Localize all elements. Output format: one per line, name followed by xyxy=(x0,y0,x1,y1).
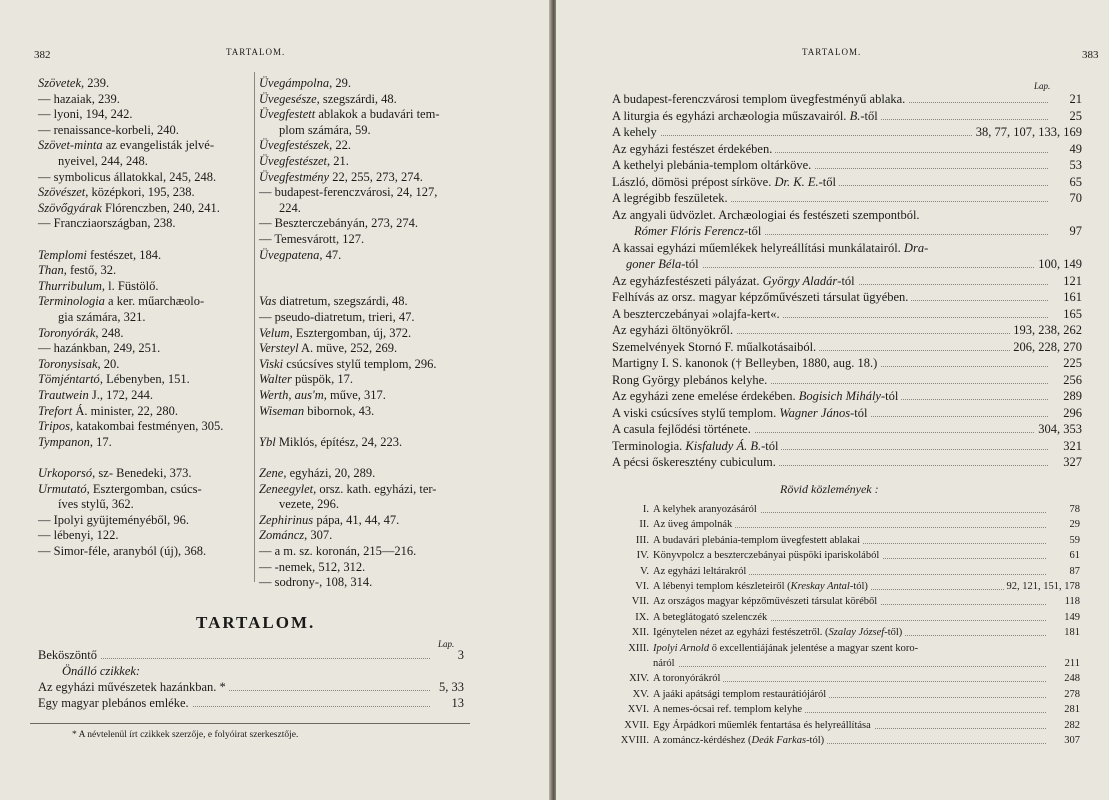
toc-entry-title: Az egyházfestészeti pályázat. György Aladár-tól xyxy=(612,274,858,289)
toc-page: 97 xyxy=(1067,224,1083,239)
left-running-head: TARTALOM. xyxy=(226,47,286,57)
toc-entry-title: László, dömösi prépost sírköve. Dr. K. E.-től xyxy=(612,175,839,190)
index-entry: Trefort Á. minister, 22, 280. xyxy=(38,403,179,418)
index-entry: Szövészet, középkori, 195, 238. xyxy=(38,185,195,200)
toc-row xyxy=(612,323,1082,338)
toc-entry-title: Az angyali üdvözlet. Archæologiai és festészeti szempontból. xyxy=(612,208,923,223)
index-entry: — pseudo-diatretum, trieri, 47. xyxy=(259,310,415,324)
short-notice-row xyxy=(615,625,1080,640)
short-notice-page: 248 xyxy=(1061,671,1080,686)
short-notice-text: A beteglátogató szelenczék xyxy=(653,611,768,623)
toc-entry-title: Szemelvények Stornó F. műalkotásaiból. xyxy=(612,340,819,355)
short-notice-text: Ipolyi Arnold ő excellentiájának jelentése a magyar szent koro- xyxy=(653,642,919,654)
index-entry: — Simor-féle, aranyból (új), 368. xyxy=(38,544,207,558)
toc-entry-title: A pécsi őskeresztény cubiculum. xyxy=(612,455,779,470)
toc-page: 53 xyxy=(1067,158,1083,173)
short-notice-title xyxy=(615,579,871,594)
index-entry: — budapest-ferenczvárosi, 24, 127, xyxy=(259,185,438,200)
short-notice-row xyxy=(615,533,1080,548)
short-notice-page: 29 xyxy=(1067,517,1081,532)
toc-row xyxy=(612,356,1082,371)
toc-entry-title: Egy magyar plebános emléke. xyxy=(38,696,192,711)
short-notice-page: 282 xyxy=(1061,718,1080,733)
roman-numeral: XII. xyxy=(631,627,649,639)
short-notice-text: Egy Árpádkori műemlék fentartása és helyreállítása xyxy=(653,719,871,731)
roman-numeral: VII. xyxy=(631,596,649,608)
toc-entry-title: Az egyházi öltönyökről. xyxy=(612,323,736,338)
index-entry: Templomi festészet, 184. xyxy=(38,247,162,262)
short-notice-page: 281 xyxy=(1061,702,1080,717)
toc-entry-title: A liturgia és egyházi archæologia műszavairól. B.-től xyxy=(612,109,881,124)
index-entry: Ybl Miklós, építész, 24, 223. xyxy=(259,434,403,449)
toc-row xyxy=(612,257,1082,272)
short-notice-row xyxy=(615,548,1080,563)
short-notice-page: 181 xyxy=(1061,625,1080,640)
column-divider xyxy=(254,72,255,582)
toc-page: 161 xyxy=(1060,290,1082,305)
short-notice-text: Igénytelen nézet az egyházi festészetről. (Szalay József-től) xyxy=(653,627,903,639)
index-entry: Üvegfestmény 22, 255, 273, 274. xyxy=(259,169,423,184)
short-notice-page: 118 xyxy=(1062,594,1080,609)
left-page xyxy=(0,0,552,800)
short-notice-row xyxy=(615,641,1080,656)
index-entry: Zene, egyházi, 20, 289. xyxy=(259,466,376,480)
short-notice-text: A kelyhek aranyozásáról xyxy=(653,504,757,515)
short-notice-title xyxy=(615,671,723,686)
toc-entry-title: Az egyházi zene emelése érdekében. Bogisich Mihály-tól xyxy=(612,389,901,404)
toc-row xyxy=(38,648,464,663)
index-entry: Üvegfestett ablakok a budavári tem- xyxy=(259,107,440,122)
short-notice-row xyxy=(615,502,1080,517)
roman-numeral: XIV. xyxy=(629,673,649,685)
short-notice-row xyxy=(615,594,1080,609)
index-entry: Zománcz, 307. xyxy=(259,528,333,543)
toc-row xyxy=(612,125,1082,140)
toc-row xyxy=(612,224,1082,239)
short-notice-row xyxy=(615,671,1080,686)
short-notice-text: Az egyházi leltárakról xyxy=(653,565,747,577)
short-notice-row xyxy=(615,702,1080,717)
roman-numeral: XIII. xyxy=(628,642,649,654)
toc-entry-title: A casula fejlődési története. xyxy=(612,422,754,437)
toc-page: 289 xyxy=(1060,389,1082,404)
left-page-number: 382 xyxy=(34,49,51,61)
toc-page: 327 xyxy=(1060,455,1082,470)
short-notice-page: 211 xyxy=(1062,656,1080,671)
toc-row xyxy=(612,109,1082,124)
toc-entry-title: Rómer Flóris Ferencz-től xyxy=(612,224,764,239)
short-notice-page: 59 xyxy=(1067,533,1081,548)
index-entry: — hazánkban, 249, 251. xyxy=(38,341,161,356)
short-notice-row xyxy=(615,718,1080,733)
toc-page: 25 xyxy=(1067,109,1083,124)
roman-numeral: XVIII. xyxy=(620,735,649,746)
index-entry: Thurribulum, l. Füstölő. xyxy=(38,278,159,293)
short-notice-title xyxy=(615,641,921,656)
short-notice-title xyxy=(615,687,829,702)
short-notice-page: 78 xyxy=(1067,502,1081,517)
index-entry: — sodrony-, 108, 314. xyxy=(259,575,373,590)
toc-page: 38, 77, 107, 133, 169 xyxy=(973,125,1082,140)
short-notice-row xyxy=(615,610,1080,625)
index-entry: Vas diatretum, szegszárdi, 48. xyxy=(259,294,408,309)
index-entry: Üvegfestészet, 21. xyxy=(259,154,349,168)
footnote: * A névtelenül írt czikkek szerzője, e folyóirat szerkesztője. xyxy=(72,730,299,740)
index-entry: Werth, aus'm, műve, 317. xyxy=(259,388,386,402)
toc-entry-title: Rong György plebános kelyhe. xyxy=(612,373,770,388)
index-entry: — lyoni, 194, 242. xyxy=(38,107,133,122)
roman-numeral: III. xyxy=(635,534,649,546)
toc-row xyxy=(38,680,464,695)
index-entry: Szövetek, 239. xyxy=(38,76,110,90)
toc-row xyxy=(612,92,1082,107)
roman-numeral: XV. xyxy=(632,688,649,700)
index-entry: Üvegesésze, szegszárdi, 48. xyxy=(259,91,397,106)
short-notices-heading: Rövid közlemények : xyxy=(780,482,879,496)
toc-page: 304, 353 xyxy=(1035,422,1082,437)
index-entry: — Beszterczebányán, 273, 274. xyxy=(259,216,418,231)
short-notice-text: A toronyórákról xyxy=(653,673,721,685)
index-entry: Üvegpatena, 47. xyxy=(259,247,342,262)
toc-entry-title: A beszterczebányai »olajfa-kert«. xyxy=(612,307,783,322)
index-entry: Üvegámpolna, 29. xyxy=(259,76,351,90)
toc-row xyxy=(612,158,1082,173)
toc-page: 65 xyxy=(1067,175,1083,190)
roman-numeral: V. xyxy=(640,565,649,577)
short-notice-title xyxy=(615,702,805,717)
index-entry: Üvegfestészek, 22. xyxy=(259,138,351,153)
index-entry: Szövőgyárak Flórenczben, 240, 241. xyxy=(38,200,220,215)
index-entry: Toronyórák, 248. xyxy=(38,325,124,340)
toc-page: 256 xyxy=(1060,373,1082,388)
short-notice-row xyxy=(615,579,1080,594)
right-lap-label: Lap. xyxy=(1034,81,1051,91)
index-entry: Than, festő, 32. xyxy=(38,263,117,278)
short-notice-title xyxy=(615,502,760,517)
short-notice-title xyxy=(615,564,749,579)
toc-page: 70 xyxy=(1067,191,1083,206)
roman-numeral: I. xyxy=(642,504,649,515)
roman-numeral: XVII. xyxy=(624,719,649,731)
toc-row xyxy=(612,142,1082,157)
toc-row xyxy=(612,274,1082,289)
toc-row xyxy=(612,389,1082,404)
toc-entry-title: Az egyházi festészet érdekében. xyxy=(612,142,775,157)
index-entry: 224. xyxy=(279,200,301,215)
toc-page: 321 xyxy=(1060,439,1082,454)
toc-row xyxy=(62,664,488,679)
short-notice-title xyxy=(615,517,735,532)
toc-title: TARTALOM. xyxy=(196,613,316,632)
index-entry: íves stylű, 362. xyxy=(58,497,134,512)
left-lap-label: Lap. xyxy=(438,639,455,649)
toc-page: 193, 238, 262 xyxy=(1010,323,1082,338)
short-notice-text: Az üveg ámpolnák xyxy=(653,519,733,531)
short-notice-page: 307 xyxy=(1061,733,1080,748)
index-entry: Urkoporsó, sz- Benedeki, 373. xyxy=(38,466,192,480)
index-entry: — lébenyi, 122. xyxy=(38,528,119,543)
toc-entry-title: Terminologia. Kisfaludy Á. B.-tól xyxy=(612,439,781,454)
index-entry: — Francziaországban, 238. xyxy=(38,216,176,231)
index-entry: Zeneegylet, orsz. kath. egyházi, ter- xyxy=(259,481,437,496)
toc-entry-title: A kethelyi plebánia-templom oltárköve. xyxy=(612,158,814,173)
toc-row xyxy=(612,208,1082,223)
short-notice-row xyxy=(615,656,1080,671)
index-entry: gia számára, 321. xyxy=(58,310,146,324)
index-entry: — a m. sz. koronán, 215—216. xyxy=(259,544,417,558)
toc-entry-title: Beköszöntő xyxy=(38,648,100,663)
short-notice-row xyxy=(615,517,1080,532)
index-entry: Velum, Esztergomban, új, 372. xyxy=(259,325,412,340)
index-entry: Terminologia a ker. műarchæolo- xyxy=(38,294,205,309)
toc-row xyxy=(38,696,464,711)
roman-numeral: IX. xyxy=(635,611,649,623)
index-entry: vezete, 296. xyxy=(279,497,340,512)
toc-page: 3 xyxy=(455,648,464,663)
right-page-number: 383 xyxy=(1082,49,1099,61)
short-notice-text: náról xyxy=(653,658,675,669)
short-notice-title xyxy=(615,733,827,748)
toc-entry-title: A budapest-ferenczvárosi templom üvegfestményű ablaka. xyxy=(612,92,908,107)
short-notice-page: 92, 121, 151, 178 xyxy=(1004,579,1081,594)
toc-page: 13 xyxy=(449,696,465,711)
short-notice-row xyxy=(615,687,1080,702)
index-entry: Versteyl A. müve, 252, 269. xyxy=(259,341,398,356)
toc-entry-title: Felhívás az orsz. magyar képzőművészeti társulat ügyében. xyxy=(612,290,911,305)
index-entry: nyeivel, 244, 248. xyxy=(58,154,148,168)
index-entry: — -nemek, 512, 312. xyxy=(259,559,366,574)
short-notice-row xyxy=(615,733,1080,748)
index-entry: — hazaiak, 239. xyxy=(38,91,120,106)
toc-entry-title: Önálló czikkek: xyxy=(62,664,143,679)
short-notice-title xyxy=(615,656,678,671)
toc-entry-title: A legrégibb feszületek. xyxy=(612,191,731,206)
toc-row xyxy=(612,340,1082,355)
index-entry: Wiseman bibornok, 43. xyxy=(259,403,375,418)
index-entry: — renaissance-korbeli, 240. xyxy=(38,122,179,137)
short-notice-title xyxy=(615,548,882,563)
toc-entry-title: Martigny I. S. kanonok († Belleyben, 1880, aug. 18.) xyxy=(612,356,880,371)
index-entry: plom számára, 59. xyxy=(279,122,371,137)
index-entry: Tympanon, 17. xyxy=(38,434,112,449)
index-entry: Tripos, katakombai festményen, 305. xyxy=(38,419,224,434)
short-notice-text: A lébenyi templom készleteiről (Kreskay Antal-tól) xyxy=(653,581,868,592)
toc-page: 165 xyxy=(1060,307,1082,322)
short-notice-page: 278 xyxy=(1061,687,1080,702)
toc-page: 100, 149 xyxy=(1035,257,1082,272)
toc-entry-title: goner Béla-tól xyxy=(612,257,702,272)
toc-row xyxy=(612,191,1082,206)
leader-dots xyxy=(615,666,1046,667)
index-entry: — symbolicus állatokkal, 245, 248. xyxy=(38,169,217,184)
toc-entry-title: Az egyházi művészetek hazánkban. * xyxy=(38,680,229,695)
short-notice-title xyxy=(615,610,770,625)
toc-row xyxy=(612,175,1082,190)
toc-row xyxy=(612,241,1082,256)
toc-entry-title: A kassai egyházi műemlékek helyreállítási munkálatairól. Dra- xyxy=(612,241,931,256)
short-notice-page: 61 xyxy=(1067,548,1081,563)
roman-numeral: VI. xyxy=(635,581,649,592)
toc-page: 121 xyxy=(1060,274,1082,289)
roman-numeral: IV. xyxy=(636,550,649,562)
toc-page: 206, 228, 270 xyxy=(1010,340,1082,355)
index-entry: Viski csúcsíves stylű templom, 296. xyxy=(259,356,437,371)
index-entry: Zephirinus pápa, 41, 44, 47. xyxy=(259,512,400,527)
index-entry: Urmutató, Esztergomban, csúcs- xyxy=(38,481,202,496)
toc-row xyxy=(612,422,1082,437)
index-entry: Szövet-minta az evangelisták jelvé- xyxy=(38,138,214,153)
toc-row xyxy=(612,307,1082,322)
short-notice-text: A nemes-ócsai ref. templom kelyhe xyxy=(653,704,802,716)
roman-numeral: II. xyxy=(639,519,649,531)
roman-numeral: XVI. xyxy=(627,704,649,716)
index-entry: Trautwein J., 172, 244. xyxy=(38,388,153,402)
short-notice-page: 149 xyxy=(1061,610,1080,625)
toc-row xyxy=(612,439,1082,454)
short-notice-page: 87 xyxy=(1067,564,1081,579)
short-notice-title xyxy=(615,718,874,733)
toc-entry-title: A kehely xyxy=(612,125,660,140)
short-notice-text: Könyvpolcz a beszterczebányai püspöki ipariskolából xyxy=(653,550,880,562)
toc-page: 21 xyxy=(1067,92,1083,107)
toc-page: 5, 33 xyxy=(436,680,464,695)
toc-row xyxy=(612,373,1082,388)
short-notice-title xyxy=(615,625,905,640)
short-notice-title xyxy=(615,533,863,548)
short-notice-text: A zománcz-kérdéshez (Deák Farkas-tól) xyxy=(653,735,825,746)
index-entry: — Ipolyi gyüjteményéből, 96. xyxy=(38,512,190,527)
short-notice-title xyxy=(615,594,880,609)
toc-page: 225 xyxy=(1060,356,1082,371)
toc-entry-title: A viski csúcsíves stylű templom. Wagner János-tól xyxy=(612,406,870,421)
index-entry: Toronysisak, 20. xyxy=(38,356,120,371)
right-running-head: TARTALOM. xyxy=(802,47,862,57)
toc-page: 49 xyxy=(1067,142,1083,157)
short-notice-text: Az országos magyar képzőművészeti társulat köréből xyxy=(653,596,878,608)
index-entry: — Temesvárott, 127. xyxy=(259,232,365,246)
toc-page: 296 xyxy=(1060,406,1082,421)
short-notice-text: A budavári plebánia-templom üvegfestett ablakai xyxy=(653,534,861,546)
toc-row xyxy=(612,406,1082,421)
toc-row xyxy=(612,290,1082,305)
index-entry: Walter püspök, 17. xyxy=(259,372,353,387)
toc-row xyxy=(612,455,1082,470)
footnote-rule xyxy=(30,723,470,724)
short-notice-row xyxy=(615,564,1080,579)
short-notice-text: A jaáki apátsági templom restaurátiójáról xyxy=(653,688,827,700)
index-entry: Tömjéntartó, Lébenyben, 151. xyxy=(38,372,190,387)
